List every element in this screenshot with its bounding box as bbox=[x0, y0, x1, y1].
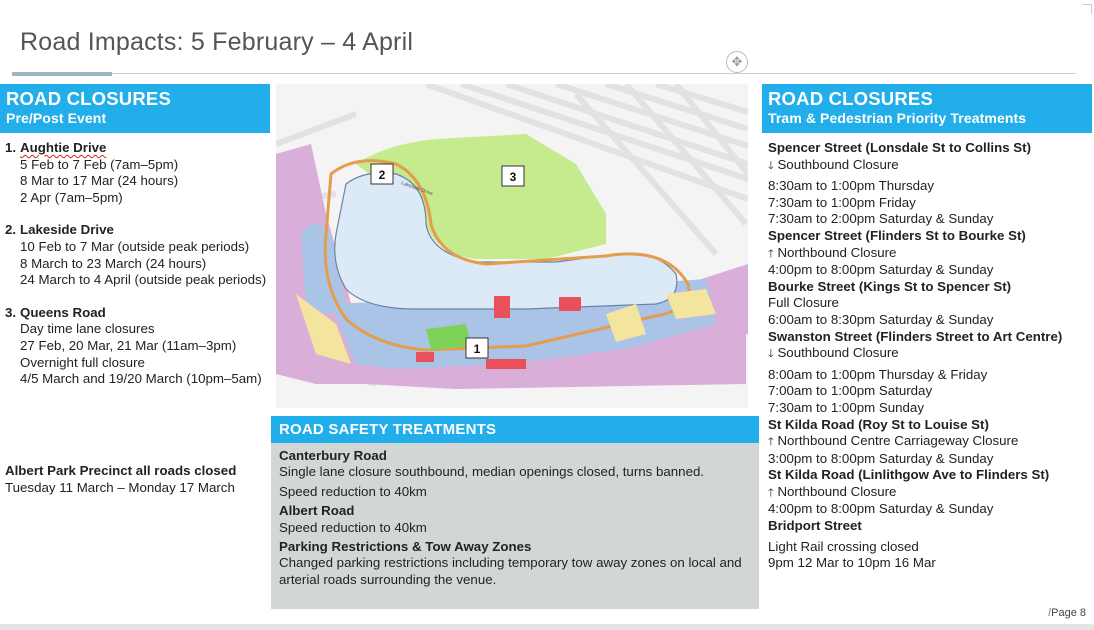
closure-line: Overnight full closure bbox=[20, 354, 145, 370]
closure-number: 3. bbox=[5, 304, 17, 320]
map-marker-1 bbox=[466, 338, 488, 358]
left-banner-subtitle: Pre/Post Event bbox=[6, 110, 107, 126]
direction-line: Full Closure bbox=[768, 295, 839, 311]
street-heading: St Kilda Road (Linlithgow Ave to Flinders St) bbox=[768, 467, 1050, 483]
svg-text:3: 3 bbox=[509, 170, 517, 184]
page-number: /Page 8 bbox=[1048, 607, 1086, 619]
time-line: 4:00pm to 8:00pm Saturday & Sunday bbox=[768, 501, 994, 517]
closure-line: 2 Apr (7am–5pm) bbox=[20, 189, 123, 205]
precinct-closure-note bbox=[5, 463, 267, 496]
direction-line: 🡓 Southbound Closure bbox=[768, 345, 899, 361]
tram-pedestrian-closures-list bbox=[768, 140, 1086, 572]
time-line: 3:00pm to 8:00pm Saturday & Sunday bbox=[768, 450, 994, 466]
title-divider bbox=[12, 73, 1076, 74]
closure-group bbox=[768, 518, 1086, 572]
svg-text:2: 2 bbox=[378, 168, 386, 182]
bottom-scroll-strip bbox=[0, 624, 1094, 630]
street-heading: St Kilda Road (Roy St to Louise St) bbox=[768, 416, 989, 432]
safety-line: Single lane closure southbound, median openings closed, turns banned. bbox=[279, 464, 705, 480]
map-closure-block bbox=[416, 352, 434, 362]
page-slash-icon: / bbox=[1048, 607, 1052, 619]
safety-heading: Parking Restrictions & Tow Away Zones bbox=[279, 539, 532, 555]
arrow-down-icon: 🡓 bbox=[768, 348, 774, 361]
direction-line: 🡑 Northbound Centre Carriageway Closure bbox=[768, 433, 1019, 449]
map-closure-block bbox=[494, 296, 510, 318]
precinct-dates: Tuesday 11 March – Monday 17 March bbox=[5, 479, 235, 495]
street-heading: Swanston Street (Flinders Street to Art Centre) bbox=[768, 328, 1063, 344]
street-heading: Spencer Street (Flinders St to Bourke St) bbox=[768, 227, 1026, 243]
closure-group bbox=[768, 467, 1086, 518]
closure-group bbox=[768, 279, 1086, 329]
time-line: 7:30am to 2:00pm Saturday & Sunday bbox=[768, 211, 994, 227]
closure-line: 8 Mar to 17 Mar (24 hours) bbox=[20, 173, 179, 189]
closure-line: 24 March to 4 April (outside peak periods) bbox=[20, 272, 267, 288]
time-line: 7:00am to 1:00pm Saturday bbox=[768, 383, 933, 399]
closure-item bbox=[5, 222, 267, 288]
time-line: 8:00am to 1:00pm Thursday & Friday bbox=[768, 366, 988, 382]
map-closure-block bbox=[559, 297, 581, 311]
corner-mark-icon bbox=[1082, 4, 1092, 14]
move-handle-icon[interactable]: ✥ bbox=[726, 51, 748, 73]
right-banner-title: ROAD CLOSURES bbox=[768, 88, 933, 109]
pre-post-closures-list bbox=[5, 140, 267, 404]
left-banner-title: ROAD CLOSURES bbox=[6, 88, 171, 109]
precinct-heading: Albert Park Precinct all roads closed bbox=[5, 463, 237, 478]
direction-line: 🡓 Southbound Closure bbox=[768, 156, 899, 172]
street-heading: Spencer Street (Lonsdale St to Collins St) bbox=[768, 140, 1032, 155]
closure-line: 5 Feb to 7 Feb (7am–5pm) bbox=[20, 156, 179, 172]
road-safety-banner: ROAD SAFETY TREATMENTS bbox=[271, 416, 759, 443]
closure-group bbox=[768, 329, 1086, 417]
street-heading: Bourke Street (Kings St to Spencer St) bbox=[768, 278, 1012, 294]
closure-line: 4/5 March and 19/20 March (10pm–5am) bbox=[20, 371, 262, 387]
closure-name: Lakeside Drive bbox=[20, 222, 114, 238]
road-impacts-map bbox=[276, 84, 748, 408]
time-line: 4:00pm to 8:00pm Saturday & Sunday bbox=[768, 262, 994, 278]
closure-name: Queens Road bbox=[20, 304, 106, 320]
closure-name: Aughtie Drive bbox=[20, 140, 107, 155]
direction-line: 🡑 Northbound Closure bbox=[768, 483, 897, 499]
time-line: 7:30am to 1:00pm Friday bbox=[768, 194, 916, 210]
safety-heading: Canterbury Road bbox=[279, 448, 387, 463]
page-title: Road Impacts: 5 February – 4 April bbox=[20, 28, 414, 56]
time-line: 6:00am to 8:30pm Saturday & Sunday bbox=[768, 311, 994, 327]
safety-line: Speed reduction to 40km bbox=[279, 483, 427, 499]
safety-line: Changed parking restrictions including temporary tow away zones on local and arterial roads surrounding the venue. bbox=[279, 555, 742, 587]
closure-group bbox=[768, 417, 1086, 468]
time-line: 7:30am to 1:00pm Sunday bbox=[768, 399, 924, 415]
arrow-up-icon: 🡑 bbox=[768, 247, 774, 260]
time-line: Light Rail crossing closed bbox=[768, 538, 919, 554]
right-banner-subtitle: Tram & Pedestrian Priority Treatments bbox=[768, 110, 1027, 126]
safety-line: Speed reduction to 40km bbox=[279, 519, 427, 535]
street-heading: Bridport Street bbox=[768, 518, 862, 534]
map-road-label: Lakeside Drive bbox=[400, 180, 434, 198]
arrow-down-icon: 🡓 bbox=[768, 159, 774, 172]
closure-group bbox=[768, 228, 1086, 279]
closure-line: 8 March to 23 March (24 hours) bbox=[20, 255, 207, 271]
closure-item bbox=[5, 305, 267, 388]
title-accent-bar bbox=[12, 72, 112, 76]
closure-line: 10 Feb to 7 Mar (outside peak periods) bbox=[20, 238, 250, 254]
arrow-up-icon: 🡑 bbox=[768, 436, 774, 449]
map-marker-2 bbox=[371, 164, 393, 184]
closure-line: Day time lane closures bbox=[20, 321, 155, 337]
right-road-closures-banner bbox=[762, 84, 1092, 133]
svg-text:1: 1 bbox=[473, 342, 481, 356]
time-line: 9pm 12 Mar to 10pm 16 Mar bbox=[768, 555, 936, 571]
road-safety-panel bbox=[271, 443, 759, 609]
map-marker-3 bbox=[502, 166, 524, 186]
closure-line: 27 Feb, 20 Mar, 21 Mar (11am–3pm) bbox=[20, 337, 237, 353]
closure-item bbox=[5, 140, 267, 206]
closure-number: 2. bbox=[5, 222, 17, 238]
direction-line: 🡑 Northbound Closure bbox=[768, 244, 897, 260]
closure-number: 1. bbox=[5, 140, 17, 155]
time-line: 8:30am to 1:00pm Thursday bbox=[768, 178, 935, 194]
closure-group bbox=[768, 140, 1086, 228]
left-road-closures-banner bbox=[0, 84, 270, 133]
map-closure-block bbox=[486, 359, 526, 369]
safety-heading: Albert Road bbox=[279, 503, 355, 519]
arrow-up-icon: 🡑 bbox=[768, 486, 774, 499]
